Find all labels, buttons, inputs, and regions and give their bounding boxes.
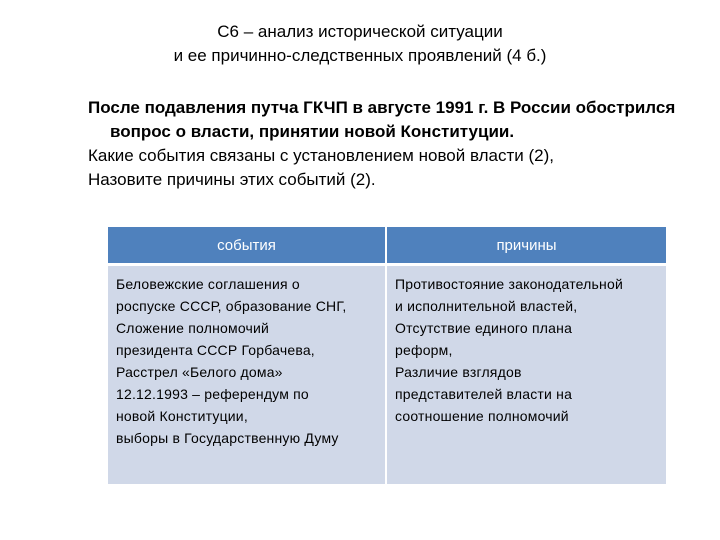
causes-line: Различие взглядов bbox=[395, 364, 522, 380]
causes-line: представителей власти на bbox=[395, 386, 573, 402]
causes-line: реформ, bbox=[395, 342, 453, 358]
causes-line: и исполнительной властей, bbox=[395, 298, 578, 314]
events-line: выборы в Государственную Думу bbox=[116, 430, 339, 446]
slide-title bbox=[0, 20, 720, 68]
table-row bbox=[108, 265, 666, 485]
header-causes: причины bbox=[386, 227, 666, 265]
events-causes-table bbox=[108, 227, 666, 484]
title-line-1: С6 – анализ исторической ситуации bbox=[217, 22, 503, 41]
intro-text bbox=[88, 96, 688, 192]
question-1: Какие события связаны с установлением новой власти (2), bbox=[88, 146, 554, 165]
events-cell bbox=[108, 265, 386, 485]
table-header-row bbox=[108, 227, 666, 265]
causes-line: Отсутствие единого плана bbox=[395, 320, 573, 336]
events-line: Беловежские соглашения о bbox=[116, 276, 300, 292]
events-line: роспуске СССР, образование СНГ, bbox=[116, 298, 347, 314]
question-2: Назовите причины этих событий (2). bbox=[88, 170, 376, 189]
events-line: 12.12.1993 – референдум по bbox=[116, 386, 309, 402]
events-line: президента СССР Горбачева, bbox=[116, 342, 315, 358]
header-events: события bbox=[108, 227, 386, 265]
causes-cell bbox=[386, 265, 666, 485]
title-line-2: и ее причинно-следственных проявлений (4 б.) bbox=[173, 46, 547, 65]
causes-line: Противостояние законодательной bbox=[395, 276, 623, 292]
intro-bold-line-2: вопрос о власти, принятии новой Конституции. bbox=[110, 122, 515, 141]
events-line: новой Конституции, bbox=[116, 408, 248, 424]
causes-line: соотношение полномочий bbox=[395, 408, 569, 424]
intro-bold-line-1: После подавления путча ГКЧП в августе 1991 г. В России обострился bbox=[88, 98, 676, 117]
events-line: Сложение полномочий bbox=[116, 320, 270, 336]
events-line: Расстрел «Белого дома» bbox=[116, 364, 283, 380]
